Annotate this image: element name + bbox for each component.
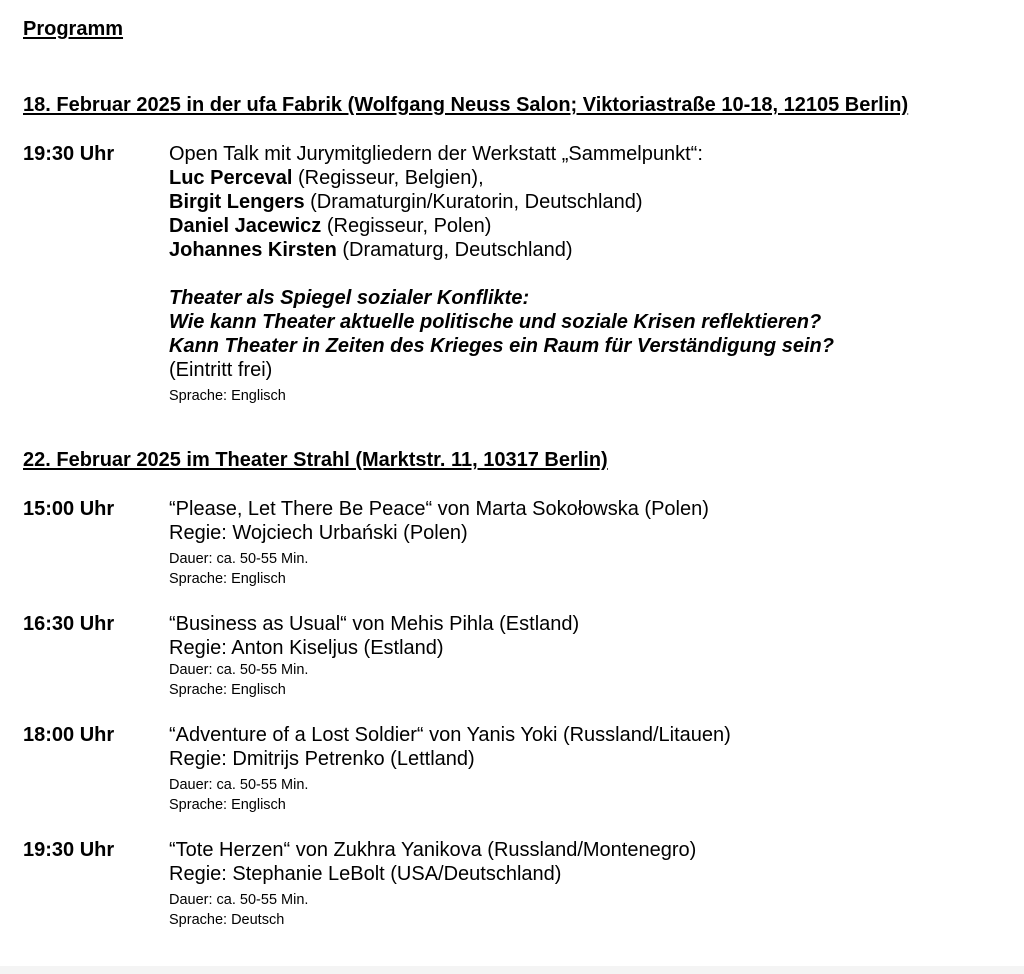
panelist-role: (Dramaturgin/Kuratorin, Deutschland) [304,191,643,213]
section-spacer [23,406,1003,448]
event-details [169,838,1003,930]
performance-director: Regie: Stephanie LeBolt (USA/Deutschland) [169,863,562,885]
topic-line: Wie kann Theater aktuelle politische und soziale Krisen reflektieren? [169,311,822,333]
performance-title: “Business as Usual“ von Mehis Pihla (Estland) [169,613,580,635]
performance-event [23,723,1003,815]
duration-note: Dauer: ca. 50-55 Min. [169,551,309,567]
section-2-title: 22. Februar 2025 im Theater Strahl (Marktstr. 11, 10317 Berlin) [23,449,608,471]
panelist-role: (Dramaturg, Deutschland) [336,239,573,261]
event-intro: Open Talk mit Jurymitgliedern der Werkstatt „Sammelpunkt“: [169,143,703,165]
language-note: Sprache: Deutsch [169,912,285,928]
topic-line: Theater als Spiegel sozialer Konflikte: [169,287,530,309]
section-1-title: 18. Februar 2025 in der ufa Fabrik (Wolfgang Neuss Salon; Viktoriastraße 10-18, 12105 Berlin) [23,94,909,116]
topic-line: Kann Theater in Zeiten des Krieges ein Raum für Verständigung sein? [169,335,834,357]
performance-director: Regie: Dmitrijs Petrenko (Lettland) [169,748,475,770]
panelist-name: Birgit Lengers [169,191,305,213]
page-bottom-edge [0,966,1024,974]
event-time: 19:30 Uhr [23,839,115,861]
performance-event [23,497,1003,589]
performance-title: “Please, Let There Be Peace“ von Marta Sokołowska (Polen) [169,498,709,520]
program-title: Programm [23,18,124,40]
event-time: 15:00 Uhr [23,498,115,520]
entry-note: (Eintritt frei) [169,359,273,381]
performance-director: Regie: Wojciech Urbański (Polen) [169,522,468,544]
event-time: 18:00 Uhr [23,724,115,746]
panelist [169,190,1003,214]
performance-event [23,612,1003,700]
language-note: Sprache: Englisch [169,682,286,698]
event-details [169,142,1003,406]
performance-title: “Adventure of a Lost Soldier“ von Yanis Yoki (Russland/Litauen) [169,724,731,746]
duration-note: Dauer: ca. 50-55 Min. [169,777,309,793]
panelist-role: (Regisseur, Polen) [321,215,492,237]
duration-note: Dauer: ca. 50-55 Min. [169,662,309,678]
performance-director: Regie: Anton Kiseljus (Estland) [169,637,444,659]
program-document [23,17,1003,953]
open-talk-event [23,142,1003,406]
panelist [169,214,1003,238]
event-details [169,723,1003,815]
duration-note: Dauer: ca. 50-55 Min. [169,892,309,908]
panelist-name: Johannes Kirsten [169,239,337,261]
panelist [169,166,1003,190]
panelist-name: Luc Perceval [169,167,293,189]
event-time: 16:30 Uhr [23,613,115,635]
spacer [169,262,1003,286]
language-note: Sprache: Englisch [169,388,286,404]
performance-title: “Tote Herzen“ von Zukhra Yanikova (Russland/Montenegro) [169,839,697,861]
panelist [169,238,1003,262]
event-details [169,497,1003,589]
event-time: 19:30 Uhr [23,143,115,165]
language-note: Sprache: Englisch [169,571,286,587]
event-details [169,612,1003,700]
language-note: Sprache: Englisch [169,797,286,813]
performance-event [23,838,1003,930]
panelist-role: (Regisseur, Belgien), [292,167,484,189]
panelist-name: Daniel Jacewicz [169,215,322,237]
